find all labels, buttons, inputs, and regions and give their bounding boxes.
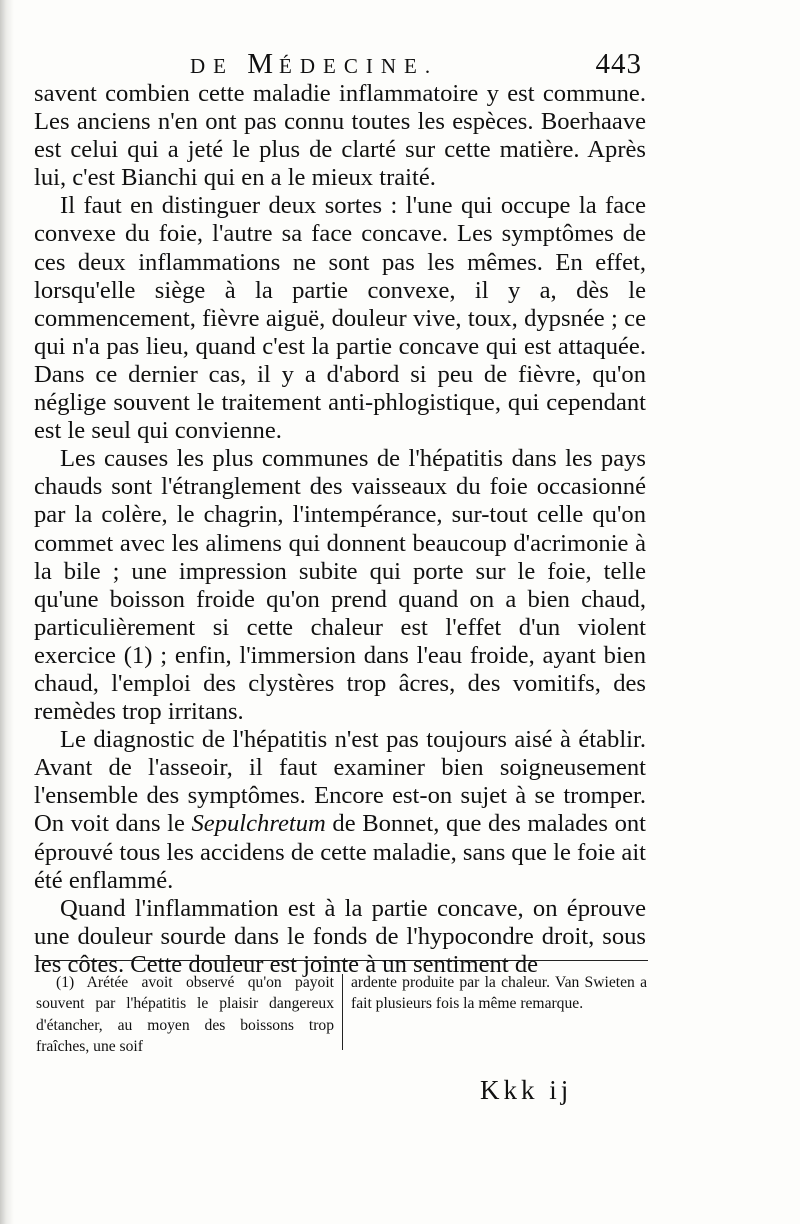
page-number: 443 — [595, 48, 642, 80]
body-text — [34, 80, 646, 979]
paragraph-4-text-after: de Bonnet, que des malades ont éprouvé tous les accidens de cette maladie, sans que le foie ait été enflammé. — [34, 810, 647, 894]
paragraph-4 — [34, 726, 646, 895]
page-edge-shadow — [0, 0, 14, 1224]
paragraph-5: Quand l'inflammation est à la partie concave, on éprouve une douleur sourde dans le fonds de l'hypocondre droit, sous les côtes. Cette douleur est jointe à un sentiment de — [34, 894, 646, 978]
footnote-left-column: (1) Arétée avoit observé qu'on payoit souvent par l'hépatitis le plaisir dangereux d'étancher, au moyen des boissons trop fraîches, une soif — [36, 974, 334, 1056]
footnote-right-column: ardente produite par la chaleur. Van Swieten a fait plusieurs fois la même remarque. — [351, 974, 647, 1013]
running-title — [190, 48, 438, 81]
running-title-initial: M — [247, 48, 280, 80]
paragraph-4-text-before: Le diagnostic de l'hépatitis n'est pas toujours aisé à établir. Avant de l'asseoir, il faut examiner bien soigneusement l'ensemble des symptômes. Encore est-on sujet à se tromper. On voit dans le — [34, 726, 646, 838]
running-title-prefix: DE — [190, 54, 248, 78]
footnote-rule — [36, 960, 648, 961]
signature-mark: Kkk ij — [480, 1075, 573, 1105]
sepulchretum-title: Sepulchretum — [191, 810, 326, 838]
paragraph-2: Il faut en distinguer deux sortes : l'une qui occupe la face convexe du foie, l'autre sa face concave. Les symptômes de ces deux inflammations ne sont pas les mêmes. En effet, lorsqu'elle siège à la partie convexe, il y a, dès le commencement, fièvre aiguë, douleur vive, toux, dypsnée ; ce qui n'a pas lieu, quand c'est la partie concave qui est attaquée. Dans ce dernier cas, il y a d'abord si peu de fièvre, qu'on néglige souvent le traitement anti-phlogistique, qui cependant est le seul qui convienne. — [34, 192, 646, 445]
paragraph-1: savent combien cette maladie inflammatoire y est commune. Les anciens n'en ont pas connu toutes les espèces. Boerhaave est celui qui a jeté le plus de clarté sur cette matière. Après lui, c'est Bianchi qui en a le mieux traité. — [34, 80, 646, 192]
running-title-rest: ÉDECINE. — [279, 54, 439, 78]
paragraph-3: Les causes les plus communes de l'hépatitis dans les pays chauds sont l'étranglement des vaisseaux du foie occasionné par la colère, le chagrin, l'intempérance, sur-tout celle qu'on commet avec les alimens qui donnent beaucoup d'acrimonie à la bile ; une impression subite qui porte sur le foie, telle qu'une boisson froide qu'on prend quand on a bien chaud, particulièrement si cette chaleur est l'effet d'un violent exercice (1) ; enfin, l'immersion dans l'eau froide, ayant bien chaud, l'emploi des clystères trop âcres, des vomitifs, des remèdes trop irritans. — [34, 445, 646, 726]
footnotes — [36, 972, 648, 1058]
